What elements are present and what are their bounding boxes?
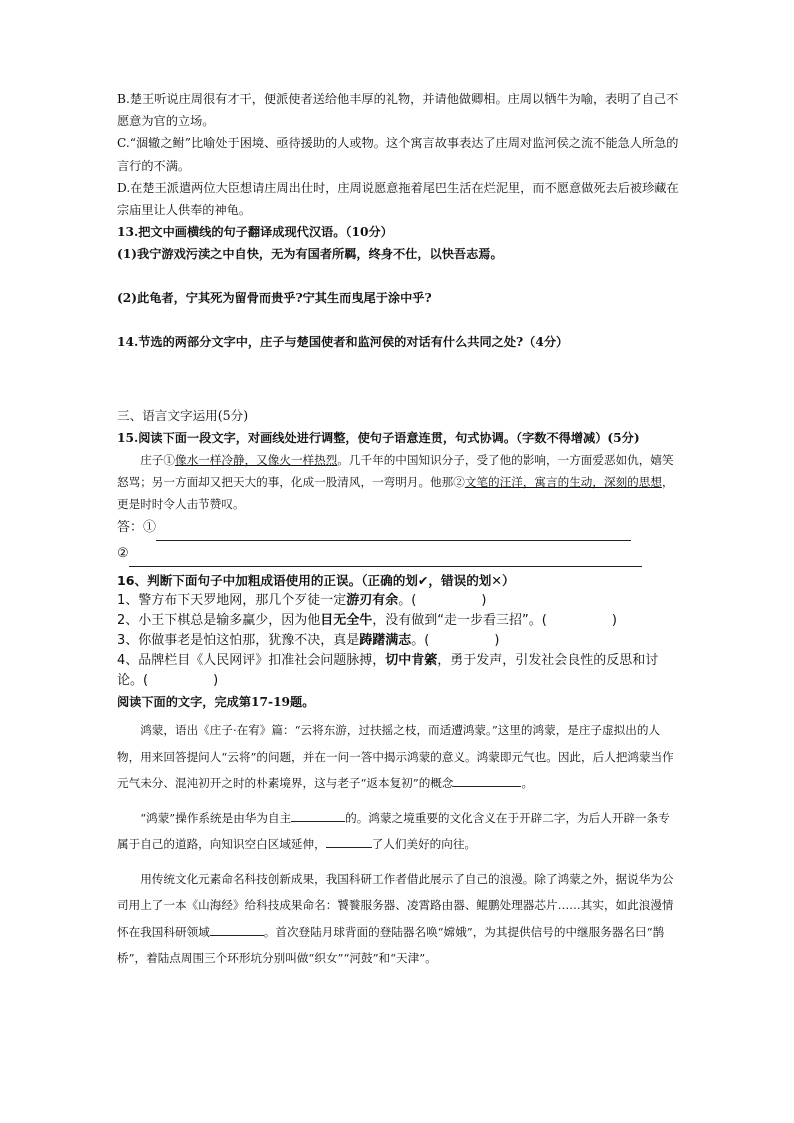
question-14-title: 14.节选的两部分文字中，庄子与楚国使者和监河侯的对话有什么共同之处?（4分） bbox=[117, 335, 569, 350]
q15-text-1: 庄子 bbox=[140, 453, 164, 468]
idiom-3: 踌躇满志 bbox=[359, 633, 412, 649]
passage-paragraph-2: “鸿蒙”操作系统是由华为自主 的。鸿蒙之境重要的文化含义在于开辟二字，为后人开辟一条专属于自己的道路，向知识空白区域延伸， 了人们美好的向往。 bbox=[117, 805, 679, 858]
question-16-title: 16、判断下面句子中加粗成语使用的正误。（正确的划✔，错误的划✕） bbox=[117, 573, 515, 589]
blank-2[interactable] bbox=[291, 807, 345, 822]
q15-text-2: 。几千年的中国知识分子，受了他的影响，一方面爱恶如仇，嬉笑怒骂；另一方面却又把天大的事，化成一股清风，一弯明月。他那 bbox=[117, 453, 674, 490]
passage-intro: 阅读下面的文字，完成第17-19题。 bbox=[117, 695, 315, 710]
answer-1-label: 答：① bbox=[117, 520, 157, 536]
idiom-4: 切中肯綮 bbox=[385, 653, 438, 669]
question-13-title: 13.把文中画横线的句子翻译成现代汉语。（10分） bbox=[117, 225, 393, 240]
q15-text-3: ，更是时时令人击节赞叹。 bbox=[117, 475, 674, 512]
question-16-item-1: 1、警方布下天罗地网，那几个歹徒一定游刃有余。( ) bbox=[117, 593, 487, 609]
exam-page bbox=[117, 88, 679, 972]
q15-marker-2: ② bbox=[453, 475, 465, 490]
blank-1[interactable] bbox=[453, 772, 521, 787]
question-15-title: 15.阅读下面一段文字，对画线处进行调整，使句子语意连贯，句式协调。（字数不得增减）(5分) bbox=[117, 431, 640, 446]
answer-2-blank[interactable] bbox=[129, 550, 642, 567]
question-16-item-2: 2、小王下棋总是输多赢少，因为他目无全牛，没有做到“走一步看三招”。( ) bbox=[117, 613, 617, 629]
question-15-passage bbox=[117, 449, 679, 515]
idiom-2: 目无全牛 bbox=[320, 613, 373, 629]
answer-1-blank[interactable] bbox=[156, 524, 631, 541]
question-13-sentence-1: (1)我宁游戏污渎之中自快，无为有国者所羁，终身不仕，以快吾志焉。 bbox=[117, 247, 503, 262]
answer-2-label: ② bbox=[117, 546, 129, 562]
question-16-item-3: 3、你做事老是怕这怕那，犹豫不决，真是踌躇满志。( ) bbox=[117, 633, 500, 649]
q15-marker-1: ① bbox=[163, 453, 175, 468]
option-d: D.在楚王派遣两位大臣想请庄周出仕时，庄周说愿意拖着尾巴生活在烂泥里，而不愿意做死去后被珍藏在宗庙里让人供奉的神龟。 bbox=[117, 180, 679, 218]
question-13-sentence-2: (2)此龟者，宁其死为留骨而贵乎?宁其生而曳尾于涂中乎? bbox=[117, 291, 432, 306]
answer-line-1 bbox=[117, 515, 679, 541]
blank-4[interactable] bbox=[210, 921, 264, 936]
blank-3[interactable] bbox=[326, 833, 372, 848]
section-3-title: 三、语言文字运用(5分) bbox=[117, 408, 249, 424]
passage-paragraph-1: 鸿蒙，语出《庄子·在宥》篇：“云将东游，过扶摇之枝，而适遭鸿蒙。”这里的鸿蒙，是庄子虚拟出的人物，用来回答提问人“云将”的问题，并在一问一答中揭示鸿蒙的意义。鸿蒙即元气也。因此，后人把鸿蒙当作元气未分、混沌初开之时的朴素境界，这与老子“返本复初”的概念 。 bbox=[117, 723, 674, 791]
option-b: B.楚王听说庄周很有才干，便派使者送给他丰厚的礼物，并请他做卿相。庄周以牺牛为喻，表明了自己不愿意为官的立场。 bbox=[117, 92, 679, 129]
passage-paragraph-3: 用传统文化元素命名科技创新成果，我国科研工作者借此展示了自己的浪漫。除了鸿蒙之外，据说华为公司用上了一本《山海经》给科技成果命名：饕餮服务器、凌霄路由器、鲲鹏处理器芯片……其实，如此浪漫情怀在我国科研领域 。首次登陆月球背面的登陆器名唤“嫦娥”，为其提供信号的中继服务器名曰“鹊桥”，着陆点周围三个环形坑分别叫做“织女”“河鼓”和“天津”。 bbox=[117, 871, 674, 966]
option-c: C.“涸辙之鲋”比喻处于困境、亟待援助的人或物。这个寓言故事表达了庄周对监河侯之流不能急人所急的言行的不满。 bbox=[117, 136, 679, 173]
q15-underlined-1: 像水一样冷静，又像火一样热烈 bbox=[175, 453, 338, 468]
answer-line-2 bbox=[117, 541, 679, 567]
q15-underlined-2: 文笔的汪洋，寓言的生动，深刻的思想 bbox=[464, 475, 662, 490]
question-16-item-4: 4、品牌栏目《人民网评》扣准社会问题脉搏，切中肯綮，勇于发声，引发社会良性的反思和讨论。( ) bbox=[117, 653, 659, 689]
idiom-1: 游刃有余 bbox=[346, 593, 399, 609]
